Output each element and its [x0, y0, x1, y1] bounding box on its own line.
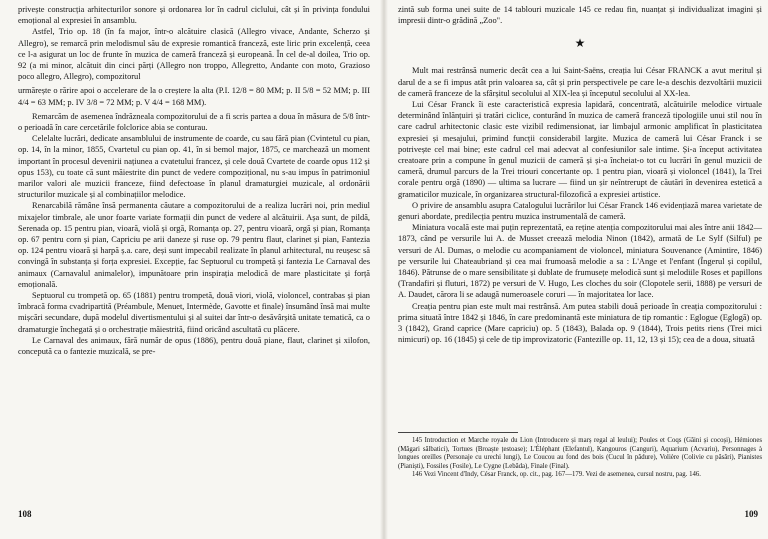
right-paragraph: Lui César Franck îi este caracteristică expresia lapidară, concentrată, alcătuirile melodice virtuale determinând înlănțuiri și tratări ciclice, conturând în muzica de cameră franceză tipologiile unui stil nou în care cadrul arhitectonic clasic este vizibil redimensionat, iar limbajul armonic amplificat în plasticitatea expresiei și mesajului, primind funcții considerabil largite. Muzica de cameră lui César Franck i se potrivește cel mai bine; este cadrul cel mai adecvat al confesiunilor sale intime. Și-a început activitatea creatoare prin a compune în genul muzicii de cameră și și-a încheiat-o tot cu lucrări în genul muzicii de cameră, drumul parcurs de la Trei triouri concertante op. 1 pentru pian, vioară și violoncel (1841), la Trei corale pentru orgă (1890) — ultima sa lucrare — fiind un șir neîntrerupt de căutări în devenirea estetică a gramaticilor muzicale, în organizarea structural-filozofică a expresiei artistice. [398, 100, 762, 199]
left-paragraph: Celelalte lucrări, dedicate ansamblului de instrumente de coarde, cu sau fără pian (Cvintetul cu pian, op. 14, în la minor, 1855, Cvartetul cu pian op. 41, în si bemol major, 1875, ce marchează un moment important în procesul devenirii națiunea a cvatetului francez, și cele două Cvartete de coarde opus 112 și opus 153), cu toate că sunt măiestrite din punct de vedere compozițional, nu s-au impus în patrimoniul marilor valori ale muzicii franceze, fiind defectoase în planul dramaturgiei muzicale, al ordonării structurilor muzicale și al combinațiilor melodice. [18, 134, 370, 200]
left-paragraph: privește construcția arhitecturilor sonore și ordonarea lor în cadrul ciclului, cât și în privința fondului emoțional al expresiei în ansamblu. [18, 5, 370, 26]
footnote-rule [398, 432, 518, 433]
right-page [390, 0, 768, 539]
page-number-right: 109 [744, 509, 758, 519]
right-paragraph: Creația pentru pian este mult mai restrânsă. Am putea stabili două perioade în creația compozitorului : prima situată între 1842 și 1846, în care predominantă este miniatura de tip romantic : Eglogue (Eglogă) op. 3 (1842), Grand caprice (Mare capriciu) op. 5 (1843), Balada op. 9 (1844), Trois petits riens (Trei mici nimicuri) op. 16 (1845) și cele de tip improvizatoric (Fantezille op. 11, 12, 13 și 15); cea de a doua, situată [398, 301, 762, 345]
right-paragraph: Mult mai restrânsă numeric decât cea a lui Saint-Saëns, creația lui César FRANCK a avut meritul și darul de a se fi impus atât prin valoarea sa, cât și prin perspectivele pe care le-a deschis dezvoltării muzicii de cameră franceze de la sfârșitul secolului al XIX-lea și începutul secolului al XX-lea. [398, 66, 762, 98]
section-star-separator: ★ [574, 36, 586, 51]
left-paragraph: Renarcabilă rămâne însă permanenta căutare a compozitorului de a realiza lucrări noi, prin mediul mixajelor timbrale, ale unor foarte variate formații din punct de vedere al alcătuirii. Așa sunt, de pildă, Serenada op. 15 pentru pian, vioară, violă și orgă, Romanța op. 27, pentru vioară, orgă și pian, Romanța op. 67 pentru corn și pian, Capriciu pe arii daneze și ruse op. 79 pentru flaut, clarinet și pian, Fantezia op. 124 pentru vioară și harpă ș.a. care, deși sunt impecabil realizate în planul arhitectural, nu reușesc să convingă în substanța și forța expresiei. Excepție, fac Septuorul cu trompetă și fantezia Le Carnaval des animaux (Carnavalul animalelor), impunătoare prin inspirația melodică de mare plasticitate și forță emoțională. [18, 201, 370, 289]
footnotes [398, 432, 762, 480]
right-paragraph: O privire de ansamblu asupra Catalogului lucrărilor lui César Franck 146 evidențiază marea varietate de genuri abordate, predilecția pentru muzica instrumentală de cameră. [398, 200, 762, 222]
left-page [0, 0, 378, 539]
right-paragraph: Miniatura vocală este mai puțin reprezentată, ea reține atenția compozitorului mai ales între anii 1842—1873, când pe versurile lui A. de Musset creează melodia Ninon (1842), armată de Le Sylf (Silful) pe versuri de Al. Dumas, o melodie cu acompaniament de violoncel, miniatura Souvenance (Amintire, 1846) pe versurile lui Chateaubriand și cea mai frumoasă melodie a sa : L'Ange et l'enfant (Îngerul și copilul, 1846). Pătrunse de o mare sensibilitate și dublate de frumusețe melodică sunt și melodiile Roses et papillons (Trandafiri și fluturi, 1872) pe versuri de V. Hugo, Les cloches du soir (Clopotele serii, 1888) pe versuri de A. Daudet, cărora li se adaugă numeroasele coruri — în majoritatea lor lace. [398, 223, 762, 300]
page-number-left: 108 [18, 509, 32, 519]
left-paragraph: Astfel, Trio op. 18 (în fa major, într-o alcătuire clasică (Allegro vivace, Andante, Scherzo și Allegro), se remarcă prin melodismul său de expresie romantică franceză, este liric prin excelență, ceea ce l-a asigurat un loc de frunte în muzica de cameră franceză și europeană. În cel de-al doilea, Trio op. 92 (a mi minor, alcătuit din cinci părți (Allegro non troppo, Allegretto, Andante con moto, Grazioso poco allegro, Allegro), compozitorul [18, 27, 370, 82]
footnote: 146 Vezi Vincent d'Indy, César Franck, op. cit., pag. 167—179. Vezi de asemenea, cursul nostru, pag. 146. [412, 471, 701, 479]
book-gutter [380, 0, 388, 539]
left-paragraph: Septuorul cu trompetă op. 65 (1881) pentru trompetă, două viori, violă, violoncel, contrabas și pian îmbracă forma cvadripartită (Préambule, Menuet, Intermède, Gavotte et finale) însumând însă mai multe mișcări secundare, după modelul divertismentului și al suitei dar într-o desăvârșită unitate tematică, ca o dramaturgie închegată și o orchestrație măiestrită, fiind oricând ascultată cu plăcere. [18, 291, 370, 334]
left-paragraph: Remarcăm de asemenea îndrăzneala compozitorului de a fi scris partea a doua în măsura de 5/8 într-o perioadă în care cercetările folclorice abia se conturau. [18, 111, 370, 133]
left-paragraph: Le Carnaval des animaux, fără număr de opus (1886), pentru două piane, flaut, clarinet și xilofon, concepută ca o fantezie muzicală, se pre- [18, 335, 370, 357]
footnote: 145 Introduction et Marche royale du Lion (Introducere și marș regal al leului); Poules et Coqs (Găini și cocoși), Hémiones (Măgari sălbatici), Tortues (Broaște țestoase); L'Éléphant (Elefantul), Kangouros (Canguri), Aquarium (Acvariu), Personnages à longues oreilles (Personaje cu urechi lungi), Le Coucou au fond des bois (Cucul în pădure), Volière (Colivie cu păsări), Pianistes (Pianiști), Fossiles (Fosile), Le Cygne (Lebăda), Finale (Final). [398, 437, 762, 470]
tempo-formula: urmărește o rărire apoi o accelerare de la o creștere la alta (P.I. 12/8 = 80 MM; p. II 5/8 = 52 MM; p. III 4/4 = 63 MM; p. IV 3/8 = 72 MM; p. V 4/4 = 168 MM). [18, 86, 370, 107]
right-paragraph: zintă sub forma unei suite de 14 tablouri muzicale 145 ce redau fin, nuanțat și individualizat imagini și impresii dintr-o grădină „Zoo". [398, 5, 762, 26]
